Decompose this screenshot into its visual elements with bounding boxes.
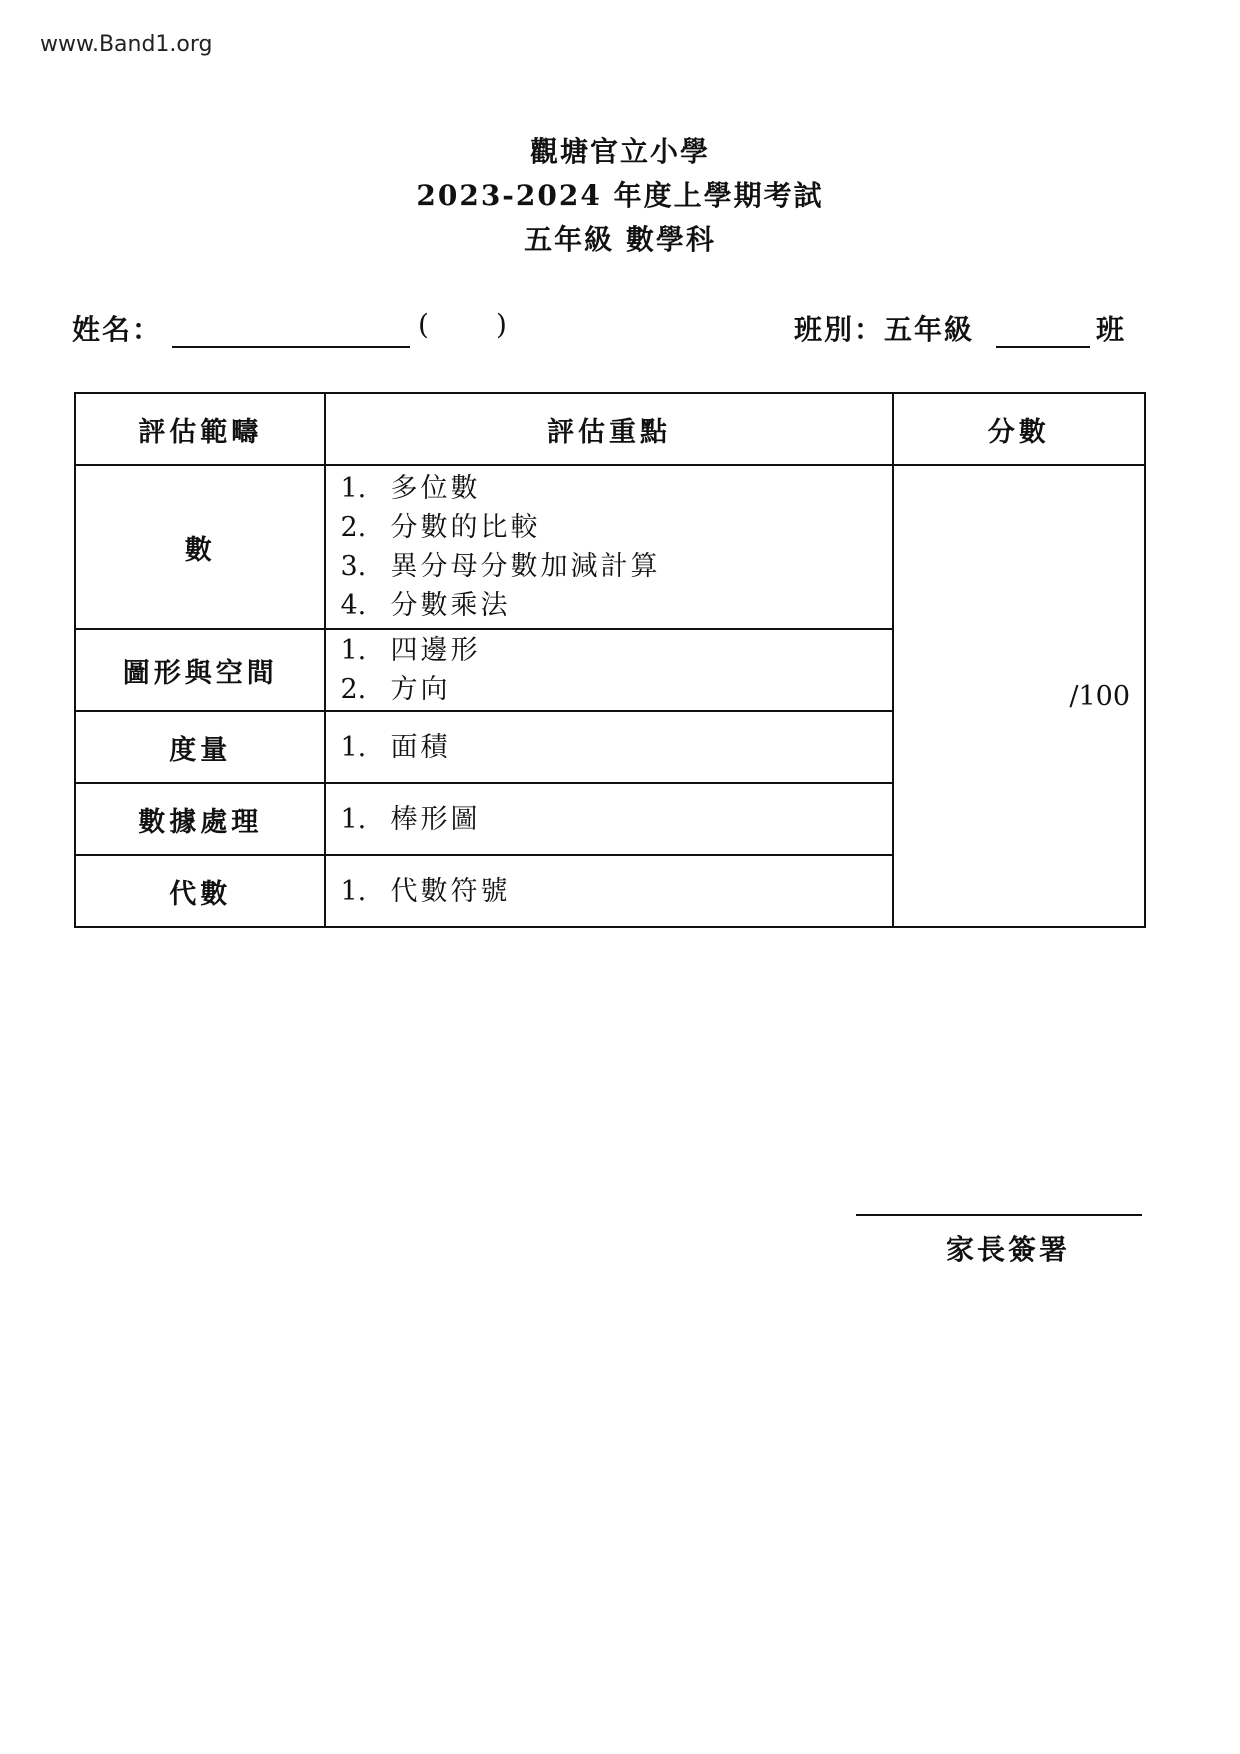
assessment-table xyxy=(74,392,1146,928)
focus-item: 1. 棒形圖 xyxy=(340,803,481,835)
exam-title: 2023-2024 年度上學期考試 xyxy=(416,179,824,212)
table-row xyxy=(75,465,1145,629)
focus-item: 3. 異分母分數加減計算 xyxy=(340,551,661,582)
class-suffix: 班 xyxy=(1096,313,1127,346)
focus-item: 1. 面積 xyxy=(340,731,451,763)
class-number-paren-close: ) xyxy=(496,308,509,341)
score-total: /100 xyxy=(1069,680,1130,712)
school-name: 觀塘官立小學 xyxy=(529,135,710,168)
header-area: 評估範疇 xyxy=(75,393,325,465)
focus-item: 1. 多位數 xyxy=(340,473,481,504)
focus-item: 2. 方向 xyxy=(340,674,451,705)
grade-subject: 五年級 數學科 xyxy=(524,223,716,256)
class-label: 班別：五年級 xyxy=(794,313,975,346)
watermark-text: www.Band1.org xyxy=(40,32,213,57)
area-cell: 圖形與空間 xyxy=(75,629,325,711)
name-blank[interactable] xyxy=(172,346,410,348)
focus-cell xyxy=(325,629,892,711)
area-cell: 度量 xyxy=(75,711,325,783)
focus-item: 1. 代數符號 xyxy=(340,875,511,907)
name-label: 姓名： xyxy=(72,313,163,346)
area-cell: 數據處理 xyxy=(75,783,325,855)
table-header-row xyxy=(75,393,1145,465)
area-cell: 代數 xyxy=(75,855,325,927)
class-blank[interactable] xyxy=(996,346,1090,348)
class-number-paren-open: ( xyxy=(418,308,431,341)
focus-item: 2. 分數的比較 xyxy=(340,512,541,543)
focus-cell xyxy=(325,855,892,927)
focus-item: 1. 四邊形 xyxy=(340,635,481,666)
exam-header xyxy=(0,130,1240,262)
focus-cell xyxy=(325,465,892,629)
score-cell[interactable] xyxy=(893,465,1146,927)
parent-signature-label: 家長簽署 xyxy=(946,1233,1071,1266)
header-score: 分數 xyxy=(893,393,1146,465)
focus-cell xyxy=(325,783,892,855)
area-cell: 數 xyxy=(75,465,325,629)
focus-item: 4. 分數乘法 xyxy=(340,590,511,621)
signature-line[interactable] xyxy=(856,1214,1142,1216)
header-focus: 評估重點 xyxy=(325,393,892,465)
focus-cell xyxy=(325,711,892,783)
